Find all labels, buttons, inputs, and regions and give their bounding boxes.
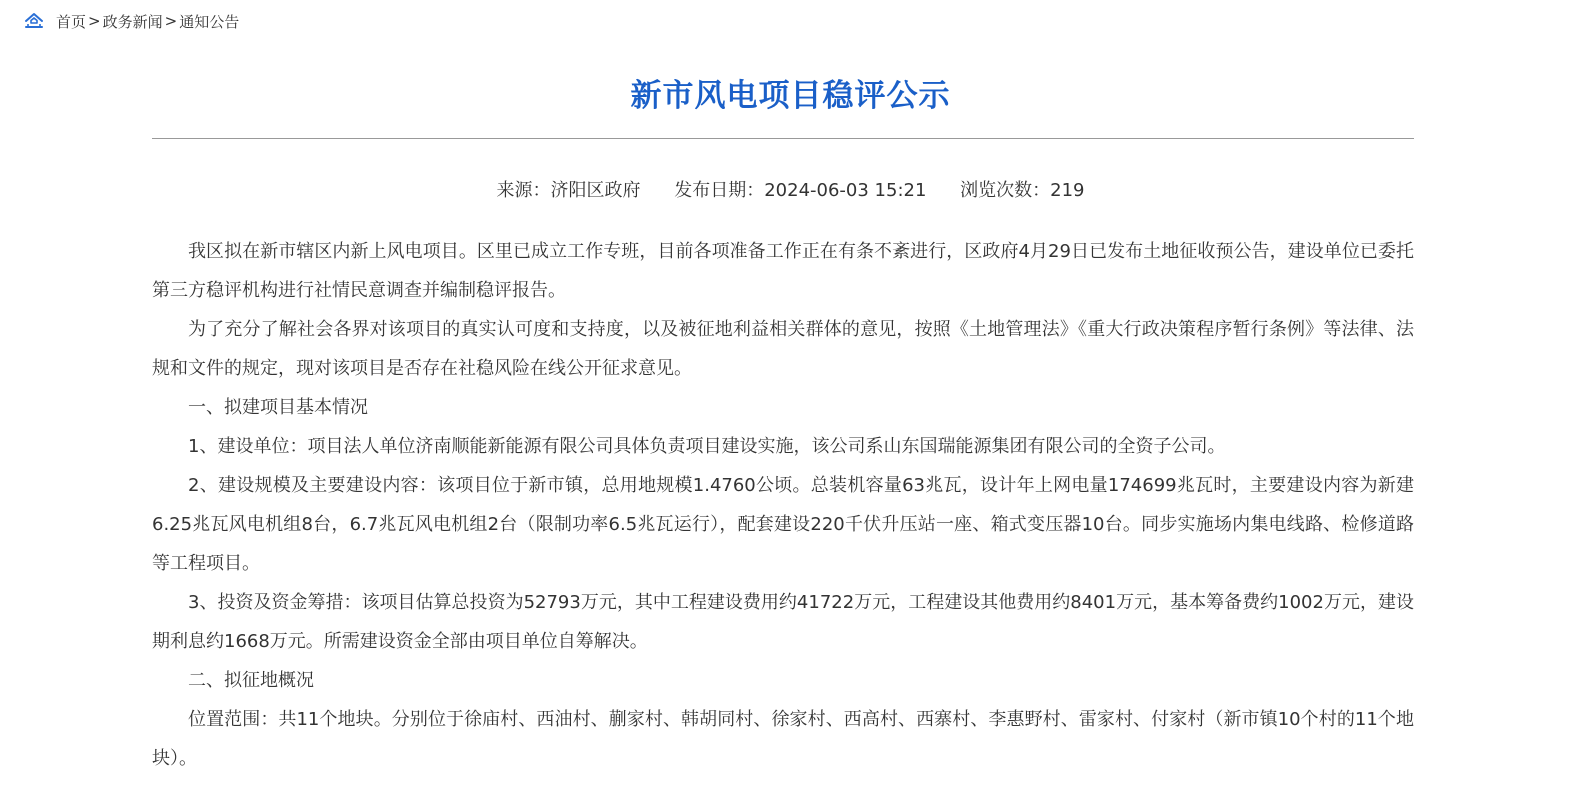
article-content [152,232,1414,778]
meta-date-value: 2024-06-03 15:21 [764,180,927,201]
paragraph-scale: 2、建设规模及主要建设内容：该项目位于新市镇，总用地规模1.4760公顷。总装机容量63兆瓦，设计年上网电量174699兆瓦时，主要建设内容为新建6.25兆瓦风电机组8台，6.7兆瓦风电机组2台（限制功率6.5兆瓦运行），配套建设220千伏升压站一座、箱式变压器10台。同步实施场内集电线路、检修道路等工程项目。 [152,475,1414,574]
paragraph-builder: 1、建设单位：项目法人单位济南顺能新能源有限公司具体负责项目建设实施，该公司系山东国瑞能源集团有限公司的全资子公司。 [188,436,1226,457]
paragraph-investment: 3、投资及资金筹措：该项目估算总投资为52793万元，其中工程建设费用约41722万元，工程建设其他费用约8401万元，基本筹备费约1002万元，建设期利息约1668万元。所需建设资金全部由项目单位自筹解决。 [152,592,1414,652]
breadcrumb [24,10,239,32]
meta-date [674,176,926,206]
meta-views [960,176,1084,206]
breadcrumb-news-link[interactable]: 政务新闻 [102,12,163,31]
meta-date-label: 发布日期： [674,180,765,201]
section-heading-project: 一、拟建项目基本情况 [188,397,368,418]
breadcrumb-separator: > [88,12,101,30]
meta-views-label: 浏览次数： [960,180,1051,201]
meta-source-label: 来源： [496,180,551,201]
title-divider [152,138,1414,139]
meta-views-value: 219 [1050,180,1085,201]
paragraph-purpose: 为了充分了解社会各界对该项目的真实认可度和支持度，以及被征地利益相关群体的意见，按照《土地管理法》《重大行政决策程序暂行条例》等法律、法规和文件的规定，现对该项目是否存在社稳风险在线公开征求意见。 [152,319,1414,379]
paragraph-location: 位置范围：共11个地块。分别位于徐庙村、西油村、蒯家村、韩胡同村、徐家村、西高村、西寨村、李惠野村、雷家村、付家村（新市镇10个村的11个地块）。 [152,709,1414,769]
article-meta [0,176,1581,206]
section-heading-land: 二、拟征地概况 [188,670,314,691]
meta-source-value: 济阳区政府 [550,180,641,201]
paragraph-intro: 我区拟在新市辖区内新上风电项目。区里已成立工作专班，目前各项准备工作正在有条不紊进行，区政府4月29日已发布土地征收预公告，建设单位已委托第三方稳评机构进行社情民意调查并编制稳评报告。 [152,241,1414,301]
home-icon[interactable] [24,12,44,30]
breadcrumb-notices-link[interactable]: 通知公告 [179,12,240,31]
breadcrumb-separator: > [164,12,178,30]
article-title: 新市风电项目稳评公示 [630,78,951,114]
meta-source [496,176,640,206]
breadcrumb-home-link[interactable]: 首页 [56,12,87,31]
